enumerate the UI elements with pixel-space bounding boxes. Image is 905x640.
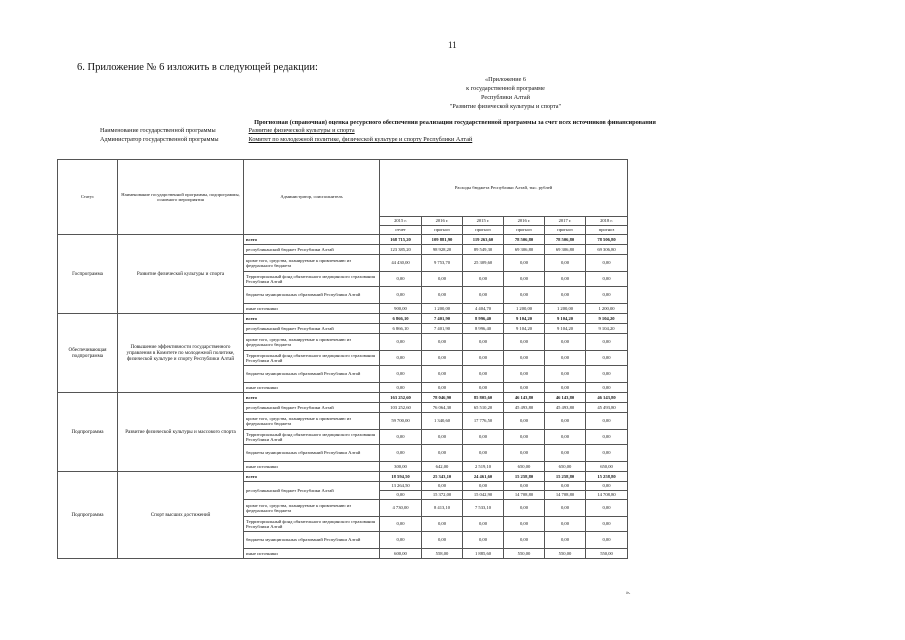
value-cell: 44 430,00 xyxy=(380,255,422,272)
value-cell: 650,00 xyxy=(504,462,545,472)
year-header: 2017 г. xyxy=(545,217,586,226)
table-row xyxy=(58,314,628,324)
funding-source: всего xyxy=(244,235,380,245)
table-row xyxy=(58,235,628,245)
value-cell: 0,00 xyxy=(545,272,586,287)
value-cell: 46 143,80 xyxy=(545,393,586,403)
value-cell: 0,00 xyxy=(504,334,545,351)
value-cell: 1 200,00 xyxy=(586,304,628,314)
value-cell: 0,00 xyxy=(586,255,628,272)
value-cell: 0,00 xyxy=(422,482,463,491)
value-cell: 0,00 xyxy=(504,482,545,491)
value-cell: 0,00 xyxy=(504,430,545,445)
value-cell: 119 263,60 xyxy=(463,235,504,245)
value-cell: 24 461,60 xyxy=(463,472,504,482)
value-cell: 14 708,80 xyxy=(545,491,586,500)
value-cell: 0,00 xyxy=(463,532,504,549)
value-cell: 300,00 xyxy=(380,462,422,472)
value-cell: 103 252,60 xyxy=(380,403,422,413)
row-name: Развитие физической культуры и спорта xyxy=(118,235,244,314)
value-cell: 0,00 xyxy=(422,351,463,366)
kind-header: прогноз xyxy=(545,226,586,235)
header-status: Статус xyxy=(58,160,118,235)
value-cell: 0,00 xyxy=(422,532,463,549)
value-cell: 0,00 xyxy=(422,445,463,462)
value-cell: 4 730,00 xyxy=(380,500,422,517)
value-cell: 15 372,00 xyxy=(422,491,463,500)
value-cell: 9 104,20 xyxy=(545,314,586,324)
value-cell: 9 104,20 xyxy=(586,314,628,324)
value-cell: 0,00 xyxy=(586,413,628,430)
value-cell: 1 340,60 xyxy=(422,413,463,430)
value-cell: 0,00 xyxy=(586,482,628,491)
value-cell: 78 506,80 xyxy=(586,235,628,245)
value-cell: 0,00 xyxy=(586,272,628,287)
value-cell: 1 200,00 xyxy=(422,304,463,314)
resource-table xyxy=(57,159,628,559)
value-cell: 25 343,10 xyxy=(422,472,463,482)
value-cell: 0,00 xyxy=(463,517,504,532)
value-cell: 109 881,90 xyxy=(422,235,463,245)
value-cell: 0,00 xyxy=(422,517,463,532)
value-cell: 0,00 xyxy=(504,413,545,430)
value-cell: 0,00 xyxy=(504,532,545,549)
funding-source: кроме того, средства, планируемые к привлечению из федерального бюджета xyxy=(244,413,380,430)
funding-source: Территориальный фонд обязательного медицинского страхования Республики Алтай xyxy=(244,351,380,366)
funding-source: кроме того, средства, планируемые к привлечению из федерального бюджета xyxy=(244,500,380,517)
document-title: Прогнозная (справочная) оценка ресурсного обеспечения реализации государственной программы за счет всех источников финансирования xyxy=(254,119,656,126)
funding-source: бюджеты муниципальных образований Республики Алтай xyxy=(244,366,380,383)
row-name: Развитие физической культуры и массового спорта xyxy=(118,393,244,472)
value-cell: 0,00 xyxy=(504,351,545,366)
value-cell: 168 715,20 xyxy=(380,235,422,245)
value-cell: 65 510,20 xyxy=(463,403,504,413)
value-cell: 0,00 xyxy=(545,430,586,445)
value-cell: 0,00 xyxy=(380,383,422,393)
value-cell: 9 104,20 xyxy=(586,324,628,334)
program-name-row xyxy=(100,127,355,134)
value-cell: 6 866,10 xyxy=(380,314,422,324)
header-name: Наименование государственной программы, подпрограммы, основного мероприятия xyxy=(118,160,244,235)
value-cell: 0,00 xyxy=(504,287,545,304)
value-cell: 76 064,30 xyxy=(422,403,463,413)
kind-header: прогноз xyxy=(504,226,545,235)
value-cell: 0,00 xyxy=(545,351,586,366)
value-cell: 0,00 xyxy=(586,517,628,532)
value-cell: 1 200,00 xyxy=(545,304,586,314)
row-status: Подпрограмма xyxy=(58,393,118,472)
value-cell: 650,00 xyxy=(586,462,628,472)
value-cell: 98 928,20 xyxy=(422,245,463,255)
value-cell: 78 506,80 xyxy=(504,235,545,245)
value-cell: 0,00 xyxy=(463,287,504,304)
value-cell: 0,00 xyxy=(504,255,545,272)
table-body xyxy=(58,235,628,559)
value-cell: 0,00 xyxy=(463,366,504,383)
value-cell: 7 401,90 xyxy=(422,314,463,324)
funding-source: всего xyxy=(244,472,380,482)
value-cell: 89 549,30 xyxy=(463,245,504,255)
funding-source: всего xyxy=(244,314,380,324)
value-cell: 0,00 xyxy=(380,334,422,351)
funding-source: кроме того, средства, планируемые к привлечению из федерального бюджета xyxy=(244,334,380,351)
section-heading: 6. Приложение № 6 изложить в следующей редакции: xyxy=(77,62,318,73)
value-cell: 69 306,80 xyxy=(586,245,628,255)
funding-source: республиканский бюджет Республики Алтай xyxy=(244,482,380,500)
value-cell: 0,00 xyxy=(545,532,586,549)
row-name: Повышение эффективности государственного управления в Комитете по молодежной политике, физической культуре и спорту Республики Алтай xyxy=(118,314,244,393)
funding-source: иные источники xyxy=(244,549,380,559)
value-cell: 0,00 xyxy=(545,366,586,383)
value-cell: 0,00 xyxy=(545,482,586,491)
row-status: Обеспечивающая подпрограмма xyxy=(58,314,118,393)
year-header: 2015 г. xyxy=(380,217,422,226)
value-cell: 45 493,80 xyxy=(504,403,545,413)
appendix-line: «Приложение 6 xyxy=(485,76,526,83)
kind-header: прогноз xyxy=(586,226,628,235)
value-cell: 550,00 xyxy=(586,549,628,559)
value-cell: 1 885,60 xyxy=(463,549,504,559)
value-cell: 8 413,10 xyxy=(422,500,463,517)
value-cell: 0,00 xyxy=(422,272,463,287)
funding-source: бюджеты муниципальных образований Республики Алтай xyxy=(244,445,380,462)
value-cell: 0,00 xyxy=(545,445,586,462)
value-cell: 642,00 xyxy=(422,462,463,472)
header-admin: Администратор, соисполнитель xyxy=(244,160,380,235)
value-cell: 14 708,80 xyxy=(504,491,545,500)
value-cell: 0,00 xyxy=(422,334,463,351)
appendix-line: Республики Алтай xyxy=(481,94,530,101)
value-cell: 0,00 xyxy=(504,383,545,393)
row-name: Спорт высших достижений xyxy=(118,472,244,559)
value-cell: 0,00 xyxy=(545,287,586,304)
funding-source: Территориальный фонд обязательного медицинского страхования Республики Алтай xyxy=(244,517,380,532)
value-cell: 69 306,80 xyxy=(504,245,545,255)
value-cell: 9 104,20 xyxy=(504,324,545,334)
administrator-label: Администратор государственной программы xyxy=(100,136,219,143)
table-row xyxy=(58,472,628,482)
row-status: Подпрограмма xyxy=(58,472,118,559)
value-cell: 0,00 xyxy=(504,500,545,517)
page-number: 11 xyxy=(448,40,457,50)
value-cell: 0,00 xyxy=(380,517,422,532)
value-cell: 0,00 xyxy=(586,430,628,445)
funding-source: Территориальный фонд обязательного медицинского страхования Республики Алтай xyxy=(244,430,380,445)
value-cell: 8 996,40 xyxy=(463,314,504,324)
value-cell: 0,00 xyxy=(463,383,504,393)
value-cell: 15 258,80 xyxy=(504,472,545,482)
value-cell: 0,00 xyxy=(463,445,504,462)
funding-source: бюджеты муниципальных образований Республики Алтай xyxy=(244,287,380,304)
value-cell: 650,00 xyxy=(545,462,586,472)
funding-source: республиканский бюджет Республики Алтай xyxy=(244,324,380,334)
header-expenses: Расходы бюджета Республики Алтай, тыс. рублей xyxy=(380,160,628,217)
value-cell: 0,00 xyxy=(586,500,628,517)
value-cell: 0,00 xyxy=(380,287,422,304)
value-cell: 15 258,80 xyxy=(586,472,628,482)
value-cell: 0,00 xyxy=(422,287,463,304)
value-cell: 558,00 xyxy=(422,549,463,559)
value-cell: 0,00 xyxy=(422,430,463,445)
value-cell: 0,00 xyxy=(380,351,422,366)
value-cell: 0,00 xyxy=(380,445,422,462)
value-cell: 0,00 xyxy=(586,287,628,304)
value-cell: 9 104,20 xyxy=(545,324,586,334)
value-cell: 9 104,20 xyxy=(504,314,545,324)
value-cell: 0,00 xyxy=(586,383,628,393)
value-cell: 550,00 xyxy=(504,549,545,559)
value-cell: 0,00 xyxy=(586,351,628,366)
row-status: Госпрограмма xyxy=(58,235,118,314)
funding-source: республиканский бюджет Республики Алтай xyxy=(244,403,380,413)
value-cell: 163 252,60 xyxy=(380,393,422,403)
value-cell: 0,00 xyxy=(545,255,586,272)
value-cell: 550,00 xyxy=(545,549,586,559)
value-cell: 0,00 xyxy=(380,366,422,383)
value-cell: 900,00 xyxy=(380,304,422,314)
value-cell: 0,00 xyxy=(463,430,504,445)
value-cell: 59 700,00 xyxy=(380,413,422,430)
year-header: 2016 г. xyxy=(504,217,545,226)
program-name-value: Развитие физической культуры и спорта xyxy=(248,127,355,134)
value-cell: 0,00 xyxy=(586,334,628,351)
value-cell: 0,00 xyxy=(422,383,463,393)
appendix-note xyxy=(398,75,613,111)
value-cell: 0,00 xyxy=(504,517,545,532)
administrator-value: Комитет по молодежной политике, физической культуре и спорту Республики Алтай xyxy=(248,136,473,143)
value-cell: 45 493,80 xyxy=(586,403,628,413)
funding-source: иные источники xyxy=(244,304,380,314)
value-cell: 0,00 xyxy=(504,272,545,287)
appendix-line: "Развитие физической культуры и спорта" xyxy=(449,103,562,110)
year-header: 2018 г. xyxy=(586,217,628,226)
value-cell: 0,00 xyxy=(504,445,545,462)
value-cell: 0,00 xyxy=(463,351,504,366)
value-cell: 2 519,10 xyxy=(463,462,504,472)
funding-source: Территориальный фонд обязательного медицинского страхования Республики Алтай xyxy=(244,272,380,287)
value-cell: 0,00 xyxy=(463,272,504,287)
value-cell: 0,00 xyxy=(422,366,463,383)
value-cell: 14 708,80 xyxy=(586,491,628,500)
value-cell: 0,00 xyxy=(545,413,586,430)
funding-source: иные источники xyxy=(244,383,380,393)
value-cell: 1 200,00 xyxy=(504,304,545,314)
value-cell: 123 385,20 xyxy=(380,245,422,255)
funding-source: иные источники xyxy=(244,462,380,472)
year-header: 2016 г. xyxy=(422,217,463,226)
funding-source: кроме того, средства, планируемые к привлечению из федерального бюджета xyxy=(244,255,380,272)
value-cell: 0,00 xyxy=(586,366,628,383)
value-cell: 0,00 xyxy=(504,366,545,383)
value-cell: 0,00 xyxy=(463,482,504,491)
value-cell: 78 506,80 xyxy=(545,235,586,245)
value-cell: 46 143,80 xyxy=(504,393,545,403)
funding-source: всего xyxy=(244,393,380,403)
kind-header: отчет xyxy=(380,226,422,235)
value-cell: 17 776,50 xyxy=(463,413,504,430)
value-cell: 0,00 xyxy=(545,383,586,393)
value-cell: 0,00 xyxy=(380,430,422,445)
value-cell: 0,00 xyxy=(463,334,504,351)
closing-mark: ». xyxy=(626,590,631,596)
value-cell: 45 493,80 xyxy=(545,403,586,413)
kind-header: прогноз xyxy=(422,226,463,235)
value-cell: 18 594,50 xyxy=(380,472,422,482)
value-cell: 15 258,80 xyxy=(545,472,586,482)
year-header: 2015 г. xyxy=(463,217,504,226)
value-cell: 7 533,10 xyxy=(463,500,504,517)
value-cell: 8 996,40 xyxy=(463,324,504,334)
value-cell: 4 404,70 xyxy=(463,304,504,314)
value-cell: 0,00 xyxy=(586,532,628,549)
value-cell: 6 866,10 xyxy=(380,324,422,334)
value-cell: 69 306,80 xyxy=(545,245,586,255)
value-cell: 15 042,90 xyxy=(463,491,504,500)
value-cell: 9 753,70 xyxy=(422,255,463,272)
value-cell: 0,00 xyxy=(545,334,586,351)
value-cell: 0,00 xyxy=(380,491,422,500)
value-cell: 25 309,60 xyxy=(463,255,504,272)
appendix-line: к государственной программе xyxy=(466,85,545,92)
value-cell: 0,00 xyxy=(586,445,628,462)
kind-header: прогноз xyxy=(463,226,504,235)
funding-source: республиканский бюджет Республики Алтай xyxy=(244,245,380,255)
administrator-row xyxy=(100,136,472,143)
value-cell: 0,00 xyxy=(545,517,586,532)
value-cell: 0,00 xyxy=(380,272,422,287)
value-cell: 85 805,60 xyxy=(463,393,504,403)
value-cell: 0,00 xyxy=(380,532,422,549)
value-cell: 7 401,90 xyxy=(422,324,463,334)
value-cell: 13 264,50 xyxy=(380,482,422,491)
value-cell: 600,00 xyxy=(380,549,422,559)
program-name-label: Наименование государственной программы xyxy=(100,127,216,134)
table-row xyxy=(58,393,628,403)
funding-source: бюджеты муниципальных образований Республики Алтай xyxy=(244,532,380,549)
value-cell: 46 143,80 xyxy=(586,393,628,403)
value-cell: 78 046,90 xyxy=(422,393,463,403)
value-cell: 0,00 xyxy=(545,500,586,517)
